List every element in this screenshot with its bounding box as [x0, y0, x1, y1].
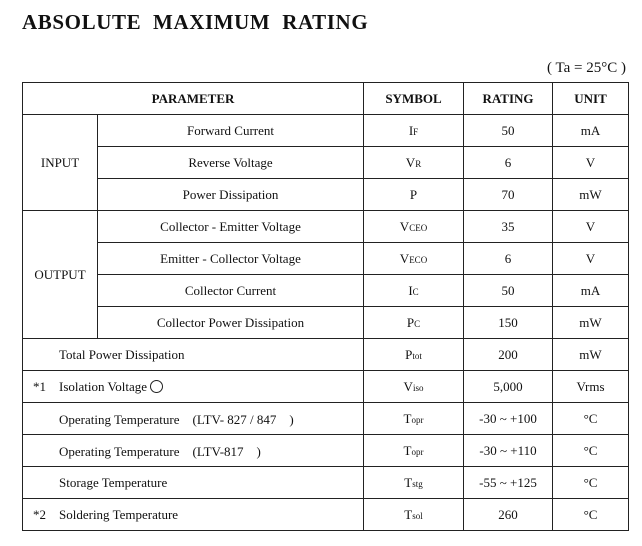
group-input: INPUT [23, 115, 98, 211]
table-row [23, 211, 629, 243]
unit-cell: Vrms [553, 371, 629, 403]
symbol-cell: IF [364, 115, 464, 147]
rating-cell: 50 [464, 275, 553, 307]
header-unit: UNIT [553, 83, 629, 115]
table-row [23, 339, 629, 371]
unit-cell: mW [553, 307, 629, 339]
absolute-maximum-rating-table [22, 82, 629, 531]
param-cell: Operating Temperature (LTV-817 ) [23, 435, 364, 467]
param-cell: Total Power Dissipation [23, 339, 364, 371]
rating-cell: 35 [464, 211, 553, 243]
table-row [23, 275, 629, 307]
rating-cell: -55 ~ +125 [464, 467, 553, 499]
param-cell: Power Dissipation [98, 179, 364, 211]
table-row [23, 435, 629, 467]
unit-cell: °C [553, 467, 629, 499]
table-row [23, 307, 629, 339]
symbol-cell: Topr [364, 403, 464, 435]
symbol-cell: VR [364, 147, 464, 179]
unit-cell: mW [553, 339, 629, 371]
rating-cell: 150 [464, 307, 553, 339]
header-parameter: PARAMETER [23, 83, 364, 115]
param-cell: Collector Power Dissipation [98, 307, 364, 339]
param-label: Soldering Temperature [59, 506, 179, 522]
unit-cell: °C [553, 499, 629, 531]
param-label: Isolation Voltage [59, 378, 147, 394]
ambient-condition: ( Ta = 25°C ) [547, 60, 626, 76]
unit-cell: mA [553, 275, 629, 307]
symbol-cell: Ptot [364, 339, 464, 371]
table-row [23, 499, 629, 531]
rating-cell: 200 [464, 339, 553, 371]
table-row [23, 147, 629, 179]
footnote-marker: *2 [33, 506, 46, 522]
unit-cell: V [553, 243, 629, 275]
rating-cell: 5,000 [464, 371, 553, 403]
unit-cell: °C [553, 435, 629, 467]
page-title: ABSOLUTE MAXIMUM RATING [22, 10, 369, 34]
header-row [23, 83, 629, 115]
table-row [23, 371, 629, 403]
unit-cell: mA [553, 115, 629, 147]
table-row [23, 243, 629, 275]
rating-cell: 70 [464, 179, 553, 211]
param-cell: Collector - Emitter Voltage [98, 211, 364, 243]
table-row [23, 467, 629, 499]
table-row [23, 115, 629, 147]
symbol-cell: Viso [364, 371, 464, 403]
rating-cell: -30 ~ +100 [464, 403, 553, 435]
symbol-cell: P [364, 179, 464, 211]
rating-cell: 50 [464, 115, 553, 147]
symbol-cell: Tstg [364, 467, 464, 499]
symbol-cell: Tsol [364, 499, 464, 531]
symbol-cell: PC [364, 307, 464, 339]
param-cell: Collector Current [98, 275, 364, 307]
param-cell: Storage Temperature [23, 467, 364, 499]
group-output: OUTPUT [23, 211, 98, 339]
symbol-cell: VECO [364, 243, 464, 275]
footnote-marker: *1 [33, 378, 46, 394]
param-cell: Emitter - Collector Voltage [98, 243, 364, 275]
unit-cell: °C [553, 403, 629, 435]
rating-cell: 6 [464, 243, 553, 275]
table-row [23, 403, 629, 435]
param-cell: Forward Current [98, 115, 364, 147]
rating-cell: 6 [464, 147, 553, 179]
header-symbol: SYMBOL [364, 83, 464, 115]
param-cell: Operating Temperature (LTV- 827 / 847 ) [23, 403, 364, 435]
param-cell [23, 499, 364, 531]
table-row [23, 179, 629, 211]
unit-cell: V [553, 211, 629, 243]
unit-cell: mW [553, 179, 629, 211]
rating-cell: -30 ~ +110 [464, 435, 553, 467]
header-rating: RATING [464, 83, 553, 115]
param-cell: Reverse Voltage [98, 147, 364, 179]
circle-icon [150, 380, 163, 393]
symbol-cell: VCEO [364, 211, 464, 243]
param-cell [23, 371, 364, 403]
symbol-cell: Topr [364, 435, 464, 467]
symbol-cell: IC [364, 275, 464, 307]
unit-cell: V [553, 147, 629, 179]
rating-cell: 260 [464, 499, 553, 531]
